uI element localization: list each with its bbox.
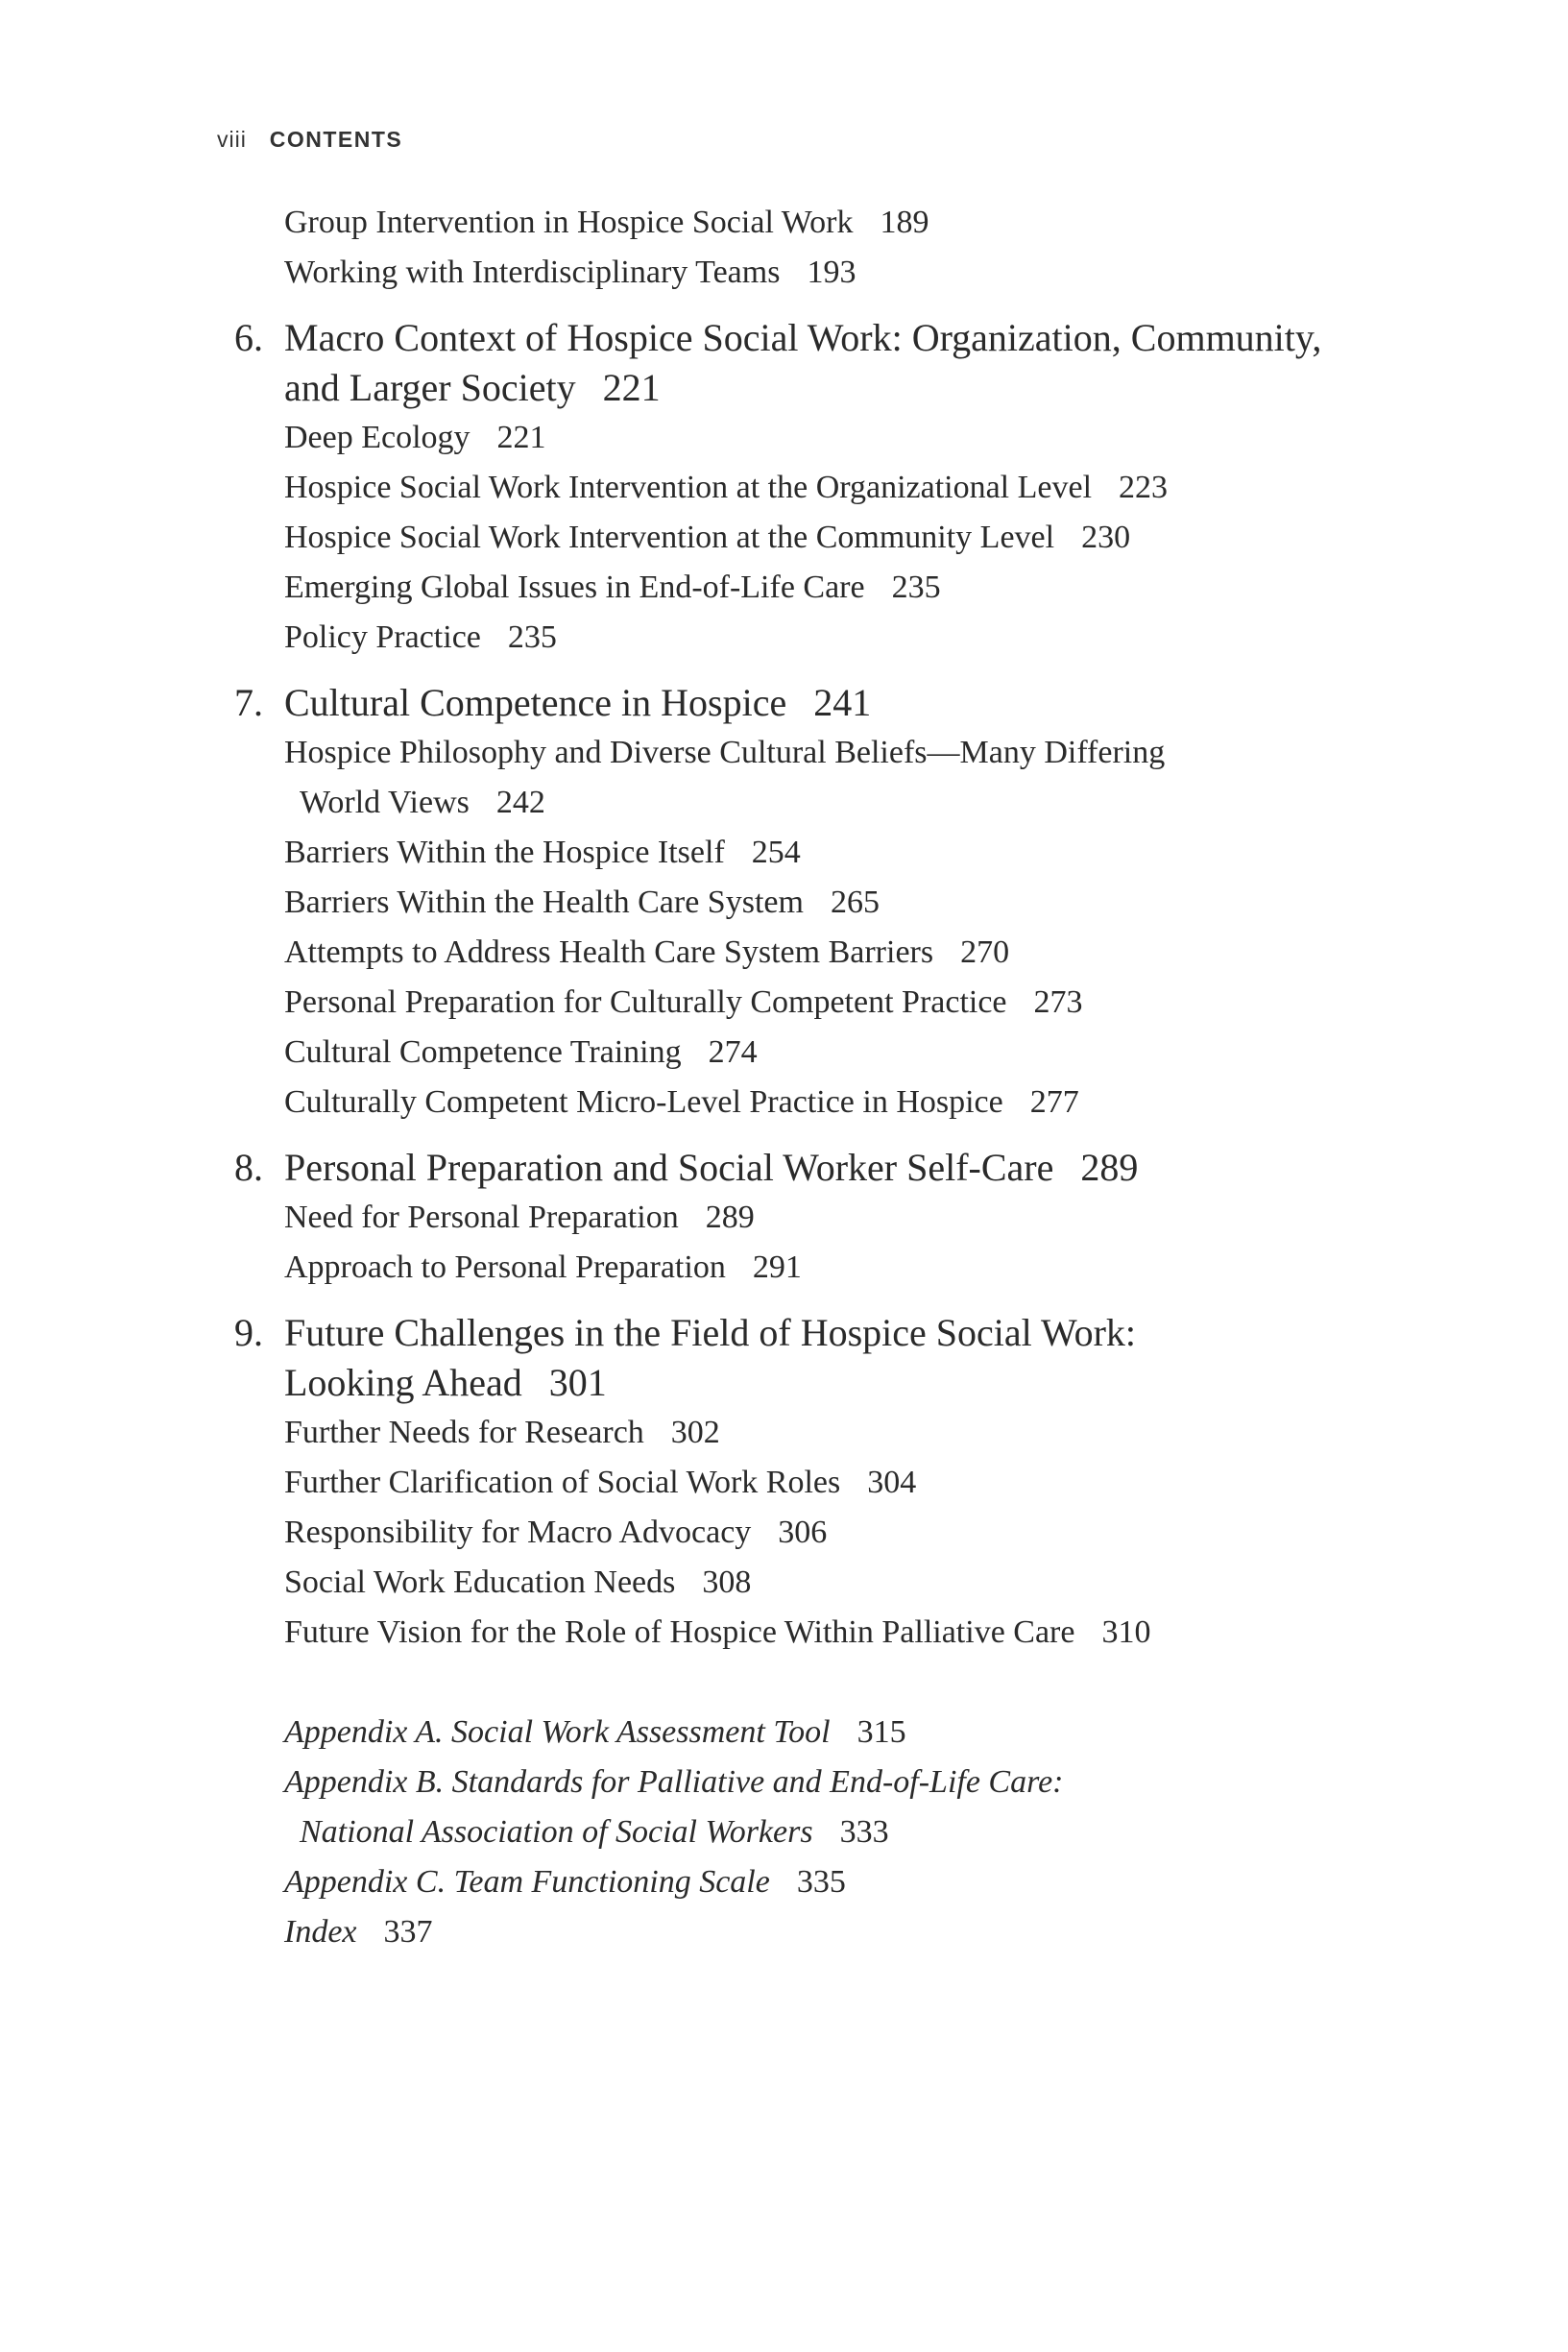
toc-entry-title: World Views bbox=[300, 785, 470, 820]
toc-entry-title: Deep Ecology bbox=[284, 420, 470, 455]
index-title: Index bbox=[284, 1914, 357, 1950]
chapter-title[interactable] bbox=[284, 678, 1388, 728]
toc-entry-title: Further Clarification of Social Work Roles bbox=[284, 1465, 841, 1500]
toc-entry[interactable] bbox=[284, 413, 1388, 463]
toc-entry-page: 308 bbox=[702, 1564, 752, 1600]
chapter-page: 289 bbox=[1080, 1146, 1139, 1189]
toc-entry-page: 223 bbox=[1119, 470, 1169, 505]
toc-entry[interactable] bbox=[284, 1458, 1388, 1508]
toc-entry-page: 254 bbox=[751, 835, 801, 870]
toc-entry[interactable] bbox=[284, 878, 1388, 928]
appendix-title: Appendix C. Team Functioning Scale bbox=[284, 1864, 770, 1900]
toc-entry-page: 230 bbox=[1081, 520, 1131, 555]
toc-entry-title: Barriers Within the Health Care System bbox=[284, 885, 804, 920]
toc-entry[interactable] bbox=[284, 778, 1388, 828]
toc-entry[interactable] bbox=[284, 928, 1388, 978]
toc-entry-title: Approach to Personal Preparation bbox=[284, 1249, 726, 1285]
chapter-8 bbox=[234, 1143, 1388, 1293]
chapter-title-line: Macro Context of Hospice Social Work: Organization, Community, bbox=[284, 316, 1322, 359]
toc-entry[interactable] bbox=[284, 563, 1388, 613]
toc-entry-title: Future Vision for the Role of Hospice Within Palliative Care bbox=[284, 1614, 1075, 1650]
toc-entry[interactable] bbox=[284, 198, 1388, 248]
toc-entry-page: 289 bbox=[705, 1200, 755, 1235]
toc-entry[interactable] bbox=[284, 728, 1388, 778]
appendix-title: Appendix B. Standards for Palliative and End-of-Life Care: bbox=[284, 1764, 1064, 1800]
toc-entry[interactable] bbox=[284, 1193, 1388, 1243]
appendix-entry[interactable] bbox=[284, 1708, 1388, 1758]
toc-entry-title: Further Needs for Research bbox=[284, 1415, 644, 1450]
toc-entry[interactable] bbox=[284, 1508, 1388, 1558]
toc-entry-title: Hospice Philosophy and Diverse Cultural Beliefs—Many Differing bbox=[284, 735, 1166, 770]
toc-entry[interactable] bbox=[284, 463, 1388, 513]
appendix-entry[interactable] bbox=[284, 1807, 1388, 1857]
toc-entry[interactable] bbox=[284, 828, 1388, 878]
appendix-title: National Association of Social Workers bbox=[300, 1814, 813, 1850]
page-folio: viii bbox=[217, 127, 247, 152]
chapter-title[interactable] bbox=[284, 313, 1388, 363]
toc-entry-title: Culturally Competent Micro-Level Practice in Hospice bbox=[284, 1084, 1003, 1120]
toc-entry-page: 304 bbox=[867, 1465, 917, 1500]
chapter-number: 8. bbox=[234, 1146, 263, 1189]
toc-entry-title: Group Intervention in Hospice Social Work bbox=[284, 205, 854, 240]
toc-entry-title: Barriers Within the Hospice Itself bbox=[284, 835, 725, 870]
chapter-page: 301 bbox=[548, 1361, 607, 1404]
chapter-title-line: and Larger Society bbox=[284, 366, 576, 409]
running-head bbox=[217, 127, 402, 153]
toc-entry[interactable] bbox=[284, 613, 1388, 663]
appendix-page: 333 bbox=[839, 1814, 889, 1850]
toc-entry-page: 265 bbox=[830, 885, 880, 920]
table-of-contents bbox=[234, 198, 1388, 1957]
chapter-number: 9. bbox=[234, 1311, 263, 1354]
toc-entry-page: 291 bbox=[752, 1249, 802, 1285]
toc-entry-title: Attempts to Address Health Care System Barriers bbox=[284, 934, 934, 970]
toc-entry-page: 306 bbox=[778, 1515, 828, 1550]
toc-entry-page: 302 bbox=[670, 1415, 720, 1450]
toc-entry-title: Working with Interdisciplinary Teams bbox=[284, 255, 781, 290]
chapter-title-line: Looking Ahead bbox=[284, 1361, 522, 1404]
chapter-number: 6. bbox=[234, 316, 263, 359]
appendix-entry[interactable] bbox=[284, 1857, 1388, 1907]
toc-entry-title: Personal Preparation for Culturally Competent Practice bbox=[284, 984, 1007, 1020]
chapter-title[interactable] bbox=[284, 363, 1388, 413]
chapter-7 bbox=[234, 678, 1388, 1128]
toc-entry[interactable] bbox=[284, 978, 1388, 1028]
toc-entry-page: 193 bbox=[807, 255, 856, 290]
toc-entry-title: Need for Personal Preparation bbox=[284, 1200, 679, 1235]
appendices bbox=[284, 1708, 1388, 1957]
toc-entry-page: 274 bbox=[708, 1034, 758, 1070]
toc-entry-title: Policy Practice bbox=[284, 619, 481, 655]
running-head-label: CONTENTS bbox=[269, 127, 403, 152]
chapter-title-line: Personal Preparation and Social Worker Self-Care bbox=[284, 1146, 1054, 1189]
toc-entry-title: Social Work Education Needs bbox=[284, 1564, 676, 1600]
toc-entry-title: Responsibility for Macro Advocacy bbox=[284, 1515, 752, 1550]
toc-entry-page: 273 bbox=[1033, 984, 1083, 1020]
chapter-6 bbox=[234, 313, 1388, 663]
toc-entry-page: 270 bbox=[960, 934, 1010, 970]
toc-entry-page: 235 bbox=[891, 570, 941, 605]
toc-entry-title: Hospice Social Work Intervention at the Organizational Level bbox=[284, 470, 1093, 505]
chapter-page: 221 bbox=[602, 366, 661, 409]
toc-entry-page: 277 bbox=[1029, 1084, 1079, 1120]
toc-entry[interactable] bbox=[284, 1408, 1388, 1458]
appendix-entry[interactable] bbox=[284, 1758, 1388, 1807]
toc-entry-title: Emerging Global Issues in End-of-Life Care bbox=[284, 570, 865, 605]
toc-entry-page: 242 bbox=[495, 785, 545, 820]
chapter-title[interactable] bbox=[284, 1143, 1388, 1193]
chapter-number: 7. bbox=[234, 681, 263, 724]
index-page: 337 bbox=[383, 1914, 433, 1950]
chapter-9 bbox=[234, 1308, 1388, 1658]
toc-entry-title: Cultural Competence Training bbox=[284, 1034, 682, 1070]
toc-entry[interactable] bbox=[284, 1558, 1388, 1608]
appendix-page: 315 bbox=[856, 1714, 906, 1750]
toc-entry[interactable] bbox=[284, 1078, 1388, 1128]
toc-entry-page: 310 bbox=[1101, 1614, 1151, 1650]
appendix-title: Appendix A. Social Work Assessment Tool bbox=[284, 1714, 831, 1750]
toc-entry[interactable] bbox=[284, 1608, 1388, 1658]
chapter-title-line: Cultural Competence in Hospice bbox=[284, 681, 787, 724]
chapter-title[interactable] bbox=[284, 1358, 1388, 1408]
toc-entry-title: Hospice Social Work Intervention at the Community Level bbox=[284, 520, 1055, 555]
toc-entry[interactable] bbox=[284, 248, 1388, 298]
toc-entry[interactable] bbox=[284, 513, 1388, 563]
toc-entry[interactable] bbox=[284, 1028, 1388, 1078]
toc-entry-page: 189 bbox=[880, 205, 929, 240]
chapter-title-line: Future Challenges in the Field of Hospice Social Work: bbox=[284, 1311, 1137, 1354]
toc-entry-page: 235 bbox=[507, 619, 557, 655]
index-entry[interactable] bbox=[284, 1907, 1388, 1957]
toc-entry[interactable] bbox=[284, 1243, 1388, 1293]
chapter-page: 241 bbox=[813, 681, 872, 724]
chapter-title[interactable] bbox=[284, 1308, 1388, 1358]
toc-entry-page: 221 bbox=[496, 420, 546, 455]
appendix-page: 335 bbox=[796, 1864, 846, 1900]
